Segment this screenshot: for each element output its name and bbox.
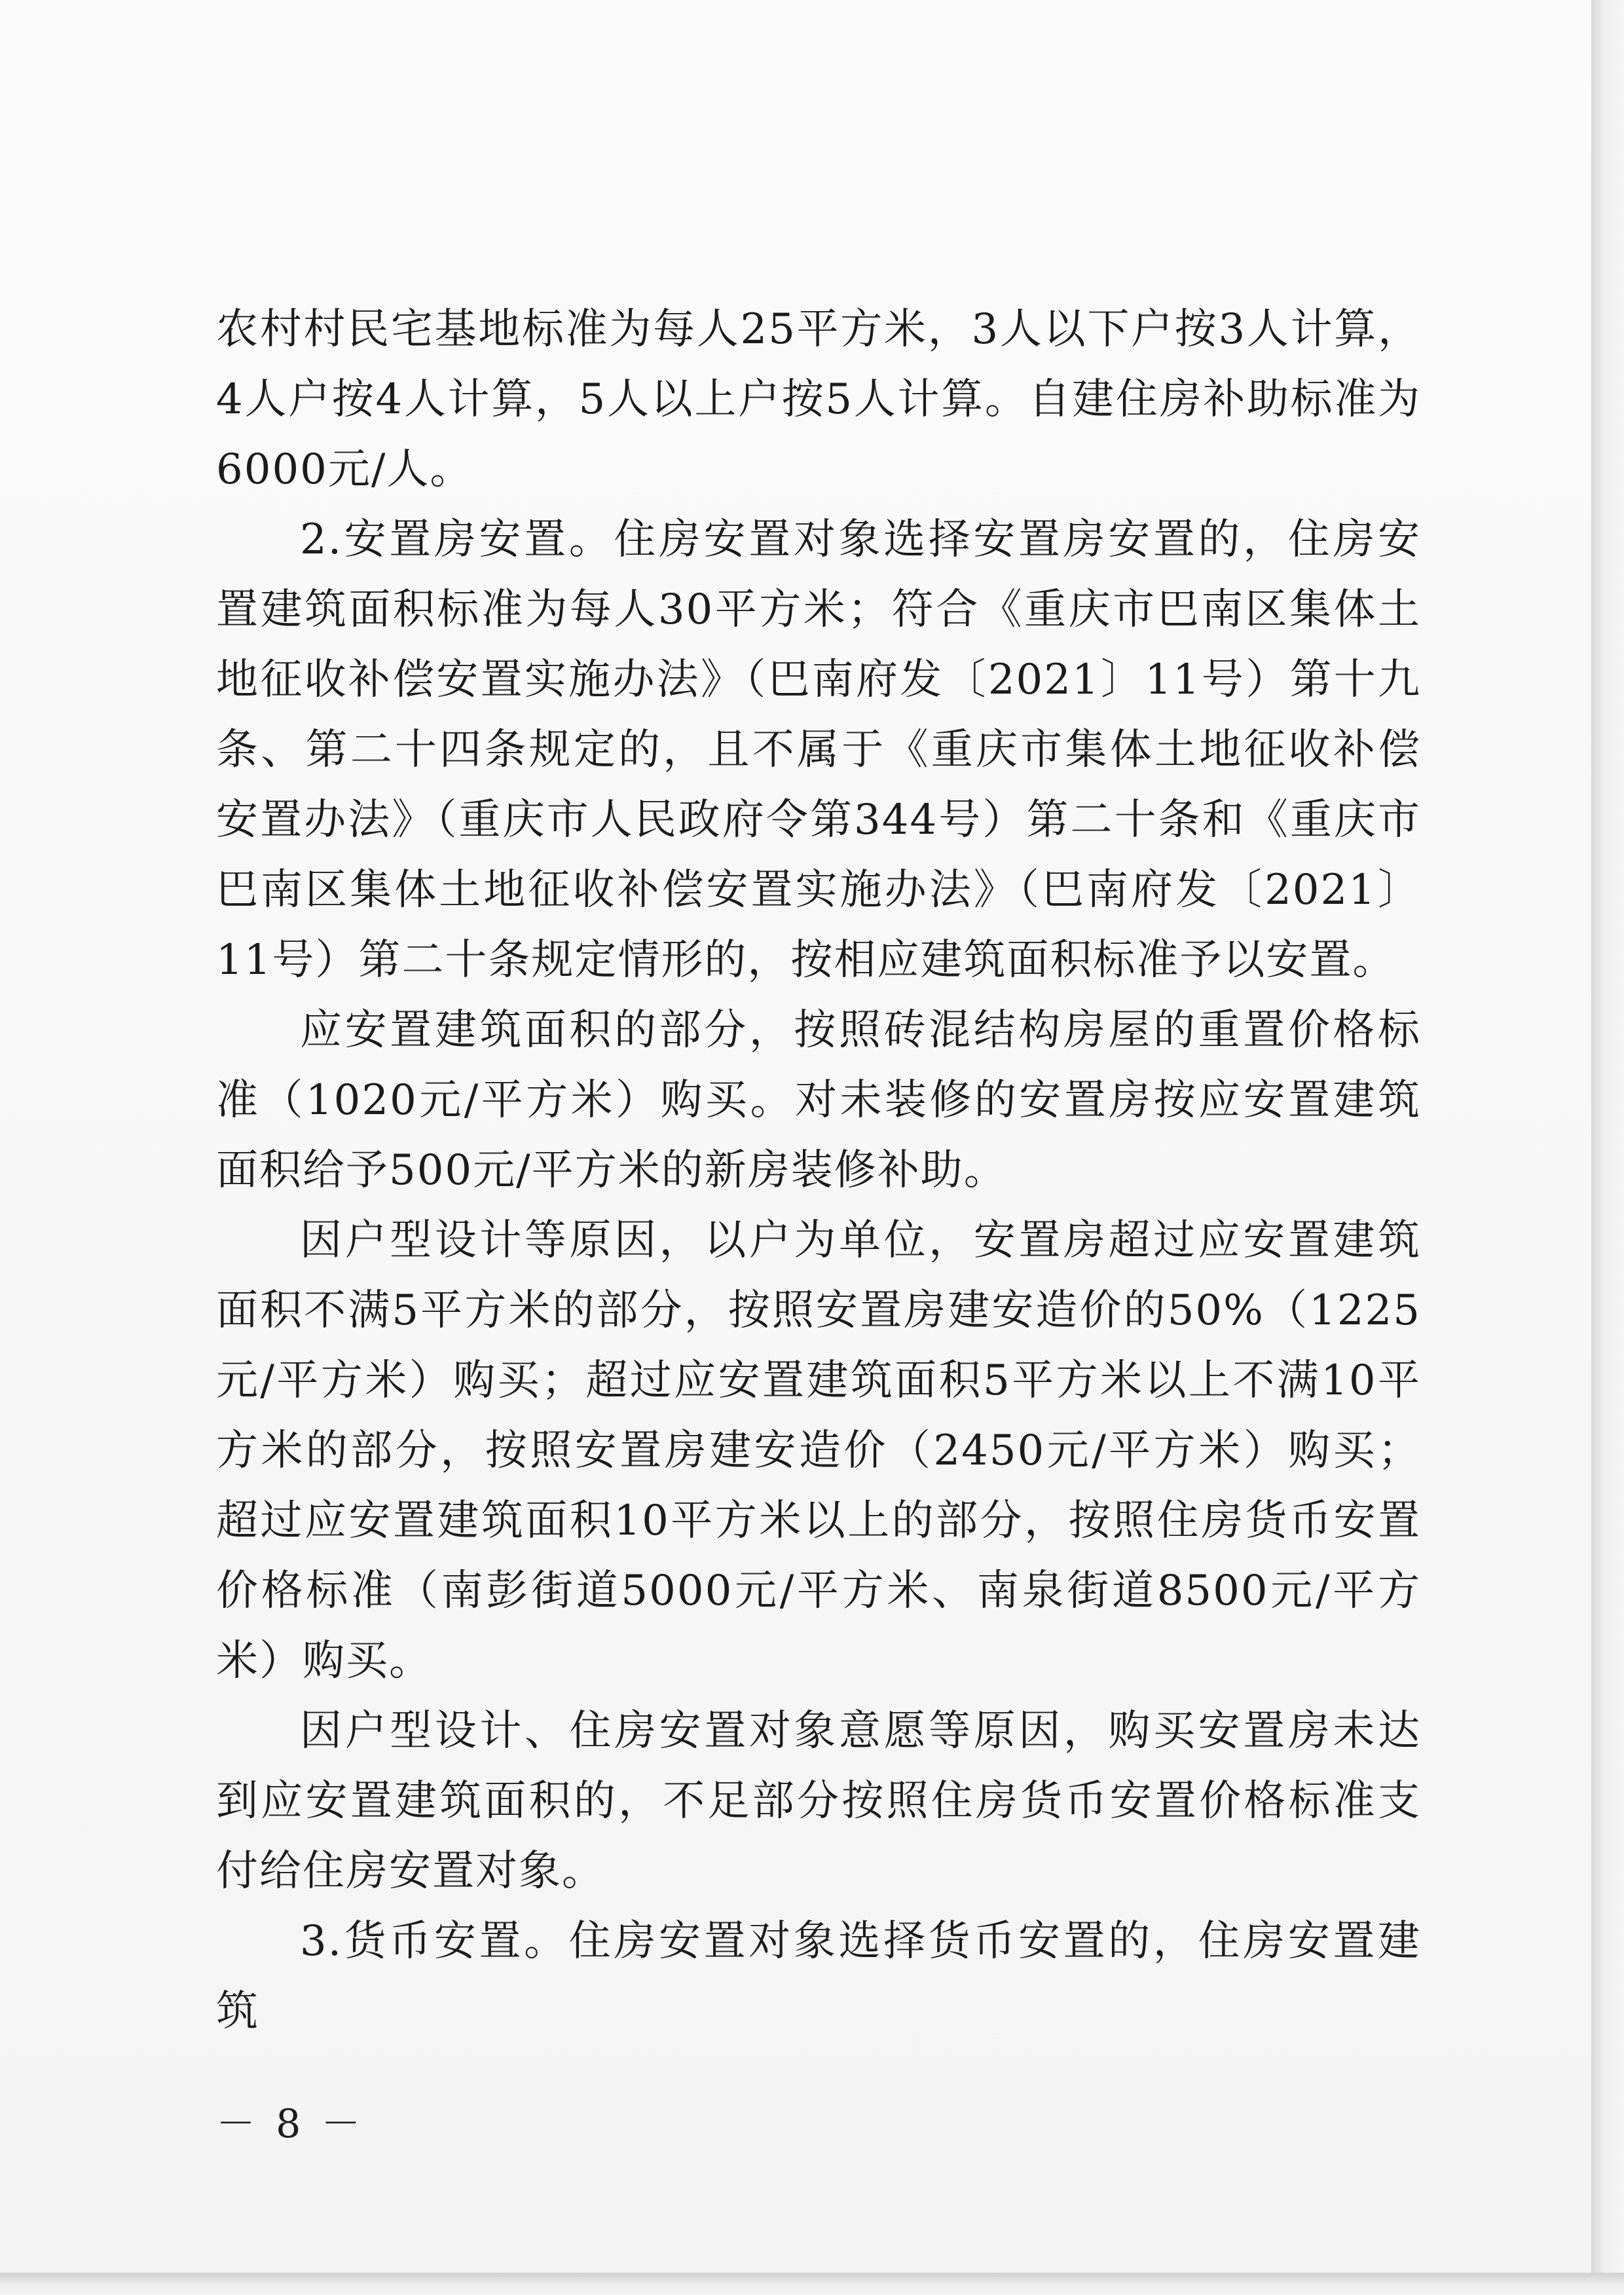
scan-edge-right bbox=[1591, 0, 1624, 2295]
page-number: － 8 － bbox=[216, 2101, 365, 2147]
paragraph-excess-area: 因户型设计等原因，以户为单位，安置房超过应安置建筑面积不满5平方米的部分，按照安置房建安造价的50%（1225元/平方米）购买；超过应安置建筑面积5平方米以上不满10平方米的部分，按照安置房建安造价（2450元/平方米）购买；超过应安置建筑面积10平方米以上的部分，按照住房货币安置价格标准（南彭街道5000元/平方米、南泉街道8500元/平方米）购买。 bbox=[216, 1216, 1421, 1685]
paragraph-resettlement-housing: 2.安置房安置。住房安置对象选择安置房安置的，住房安置建筑面积标准为每人30平方米；符合《重庆市巴南区集体土地征收补偿安置实施办法》（巴南府发〔2021〕11号）第十九条、第二十四条规定的，且不属于《重庆市集体土地征收补偿安置办法》（重庆市人民政府令第344号）第二十条和《重庆市巴南区集体土地征收补偿安置实施办法》（巴南府发〔2021〕11号）第二十条规定情形的，按相应建筑面积标准予以安置。 bbox=[216, 515, 1421, 984]
paragraph-continued: 农村村民宅基地标准为每人25平方米，3人以下户按3人计算，4人户按4人计算，5人以上户按5人计算。自建住房补助标准为6000元/人。 bbox=[216, 305, 1421, 494]
paragraph-purchase-standard: 应安置建筑面积的部分，按照砖混结构房屋的重置价格标准（1020元/平方米）购买。对未装修的安置房按应安置建筑面积给予500元/平方米的新房装修补助。 bbox=[216, 1006, 1421, 1195]
paragraph-shortfall-area: 因户型设计、住房安置对象意愿等原因，购买安置房未达到应安置建筑面积的，不足部分按照住房货币安置价格标准支付给住房安置对象。 bbox=[216, 1707, 1421, 1895]
document-body bbox=[216, 295, 1421, 2047]
scan-edge-bottom bbox=[0, 2273, 1624, 2295]
paragraph-monetary-resettlement: 3.货币安置。住房安置对象选择货币安置的，住房安置建筑 bbox=[216, 1917, 1421, 2036]
